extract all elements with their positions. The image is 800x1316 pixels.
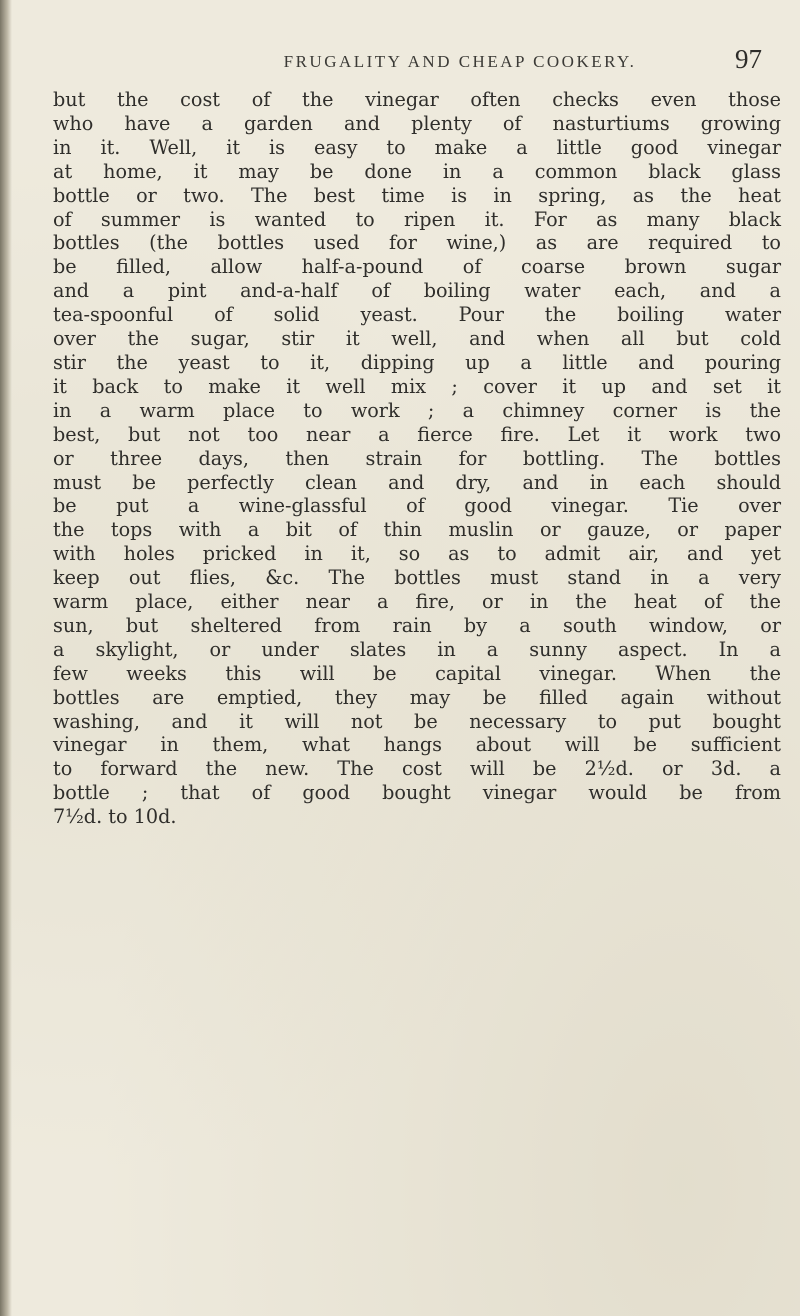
text-line: the tops with a bit of thin muslin or gauze, or paper xyxy=(53,518,781,542)
text-line: in it. Well, it is easy to make a little good vinegar xyxy=(53,135,781,159)
text-line: be filled, allow half-a-pound of coarse brown sugar xyxy=(53,255,781,279)
text-line: bottle ; that of good bought vinegar would be from xyxy=(53,781,781,805)
text-line: must be perfectly clean and dry, and in each should xyxy=(53,470,781,494)
text-line: bottles (the bottles used for wine,) as are required to xyxy=(53,231,781,255)
text-line: at home, it may be done in a common black glass xyxy=(53,159,781,183)
text-line: to forward the new. The cost will be 2½d. or 3d. a xyxy=(53,757,781,781)
text-line: in a warm place to work ; a chimney corner is the xyxy=(53,398,781,422)
text-line: best, but not too near a fierce fire. Let it work two xyxy=(53,422,781,446)
page-binding-edge xyxy=(0,0,12,1316)
text-line: stir the yeast to it, dipping up a little and pouring xyxy=(53,350,781,374)
text-line: be put a wine-glassful of good vinegar. Tie over xyxy=(53,494,781,518)
text-line: of summer is wanted to ripen it. For as many black xyxy=(53,207,781,231)
text-line: over the sugar, stir it well, and when all but cold xyxy=(53,327,781,351)
text-line: but the cost of the vinegar often checks even those xyxy=(53,88,781,111)
text-line: keep out flies, &c. The bottles must stand in a very xyxy=(53,566,781,590)
page-number: 97 xyxy=(735,44,762,74)
text-line: warm place, either near a fire, or in the heat of the xyxy=(53,590,781,614)
text-line: it back to make it well mix ; cover it up and set it xyxy=(53,374,781,398)
text-line: bottle or two. The best time is in spring, as the heat xyxy=(53,183,781,207)
page-header xyxy=(0,44,800,84)
text-line: sun, but sheltered from rain by a south window, or xyxy=(53,613,781,637)
text-line: 7½d. to 10d. xyxy=(53,805,177,829)
text-line: vinegar in them, what hangs about will be sufficient xyxy=(53,733,781,757)
text-line: who have a garden and plenty of nasturtiums growing xyxy=(53,111,781,135)
body-paragraph xyxy=(53,88,781,829)
text-line: bottles are emptied, they may be filled again without xyxy=(53,685,781,709)
text-line: few weeks this will be capital vinegar. When the xyxy=(53,661,781,685)
text-line: washing, and it will not be necessary to put bought xyxy=(53,709,781,733)
text-line: a skylight, or under slates in a sunny aspect. In a xyxy=(53,637,781,661)
running-head: FRUGALITY AND CHEAP COOKERY. xyxy=(283,52,637,71)
text-line: or three days, then strain for bottling. The bottles xyxy=(53,446,781,470)
text-line: with holes pricked in it, so as to admit air, and yet xyxy=(53,542,781,566)
text-line: tea-spoonful of solid yeast. Pour the boiling water xyxy=(53,303,781,327)
text-line: and a pint and-a-half of boiling water each, and a xyxy=(53,279,781,303)
